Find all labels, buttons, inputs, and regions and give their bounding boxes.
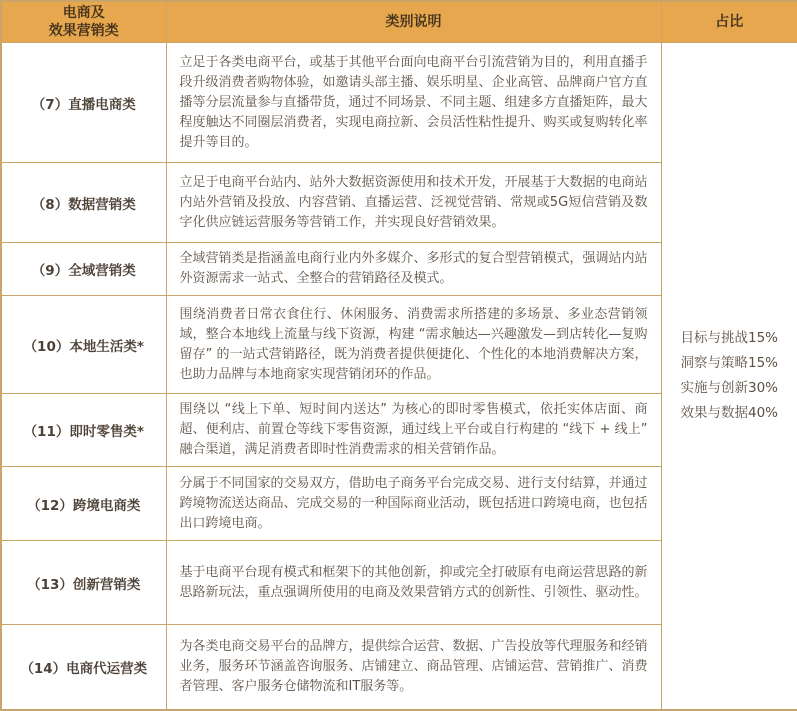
category-description: 立足于电商平台站内、站外大数据资源使用和技术开发，开展基于大数据的电商站内站外营销及投放、内容营销、直播运营、泛视觉营销、常规或5G短信营销及数字化供应链运营服务等营销工作，并实现良好营销效果。 bbox=[166, 163, 661, 243]
category-description: 立足于各类电商平台，或基于其他平台面向电商平台引流营销为目的，利用直播手段升级消费者购物体验，如邀请头部主播、娱乐明星、企业高管、品牌商户官方直播等分层流量参与直播带货，通过不同场景、不同主题、组建多方直播矩阵，最大程度触达不同圈层消费者，实现电商拉新、会员活性粘性提升、购买或复购转化率提升等目的。 bbox=[166, 43, 661, 163]
category-header-line1: 电商及 bbox=[62, 5, 105, 21]
category-label: （12）跨境电商类 bbox=[1, 467, 166, 541]
category-description: 为各类电商交易平台的品牌方，提供综合运营、数据、广告投放等代理服务和经销业务，服务环节涵盖咨询服务、店铺建立、商品管理、店铺运营、营销推广、消费者管理、客户服务仓储物流和IT服务等。 bbox=[166, 625, 661, 710]
category-label: （8）数据营销类 bbox=[1, 163, 166, 243]
category-label: （9）全域营销类 bbox=[1, 243, 166, 296]
category-label: （7）直播电商类 bbox=[1, 43, 166, 163]
category-description: 基于电商平台现有模式和框架下的其他创新，抑或完全打破原有电商运营思路的新思路新玩法，重点强调所使用的电商及效果营销方式的创新性、引领性、驱动性。 bbox=[166, 541, 661, 625]
category-description: 全域营销类是指涵盖电商行业内外多媒介、多形式的复合型营销模式，强调站内站外资源需求一站式、全整合的营销路径及模式。 bbox=[166, 243, 661, 296]
category-label: （14）电商代运营类 bbox=[1, 625, 166, 710]
category-description: 围绕消费者日常衣食住行、休闲服务、消费需求所搭建的多场景、多业态营销领域，整合本地线上流量与线下资源，构建 “需求触达—兴趣激发—到店转化—复购留存” 的一站式营销路径，既为消费者提供便捷化、个性化的本地消费解决方案，也助力品牌与本地商家实现营销闭环的作品。 bbox=[166, 296, 661, 394]
ratio-line: 目标与挑战15% bbox=[680, 329, 778, 346]
category-label: （11）即时零售类* bbox=[1, 394, 166, 467]
category-label: （10）本地生活类* bbox=[1, 296, 166, 394]
table-row bbox=[1, 43, 797, 163]
category-label: （13）创新营销类 bbox=[1, 541, 166, 625]
category-description: 分属于不同国家的交易双方，借助电子商务平台完成交易、进行支付结算，并通过跨境物流送达商品、完成交易的一种国际商业活动，既包括进口跨境电商，也包括出口跨境电商。 bbox=[166, 467, 661, 541]
ratio-line: 洞察与策略15% bbox=[680, 354, 778, 371]
ratio-line: 实施与创新30% bbox=[680, 379, 778, 396]
ratio-cell bbox=[661, 43, 797, 710]
category-description: 围绕以 “线上下单、短时间内送达” 为核心的即时零售模式，依托实体店面、商超、便利店、前置仓等线下零售资源，通过线上平台或自行构建的 “线下 + 线上” 融合渠道，满足消费者即时性消费需求的相关营销作品。 bbox=[166, 394, 661, 467]
header-row bbox=[1, 1, 797, 43]
category-header-line2: 效果营销类 bbox=[48, 23, 119, 39]
column-header-category bbox=[1, 1, 166, 43]
column-header-ratio: 占比 bbox=[661, 1, 797, 43]
column-header-description: 类别说明 bbox=[166, 1, 661, 43]
ratio-line: 效果与数据40% bbox=[680, 404, 778, 421]
